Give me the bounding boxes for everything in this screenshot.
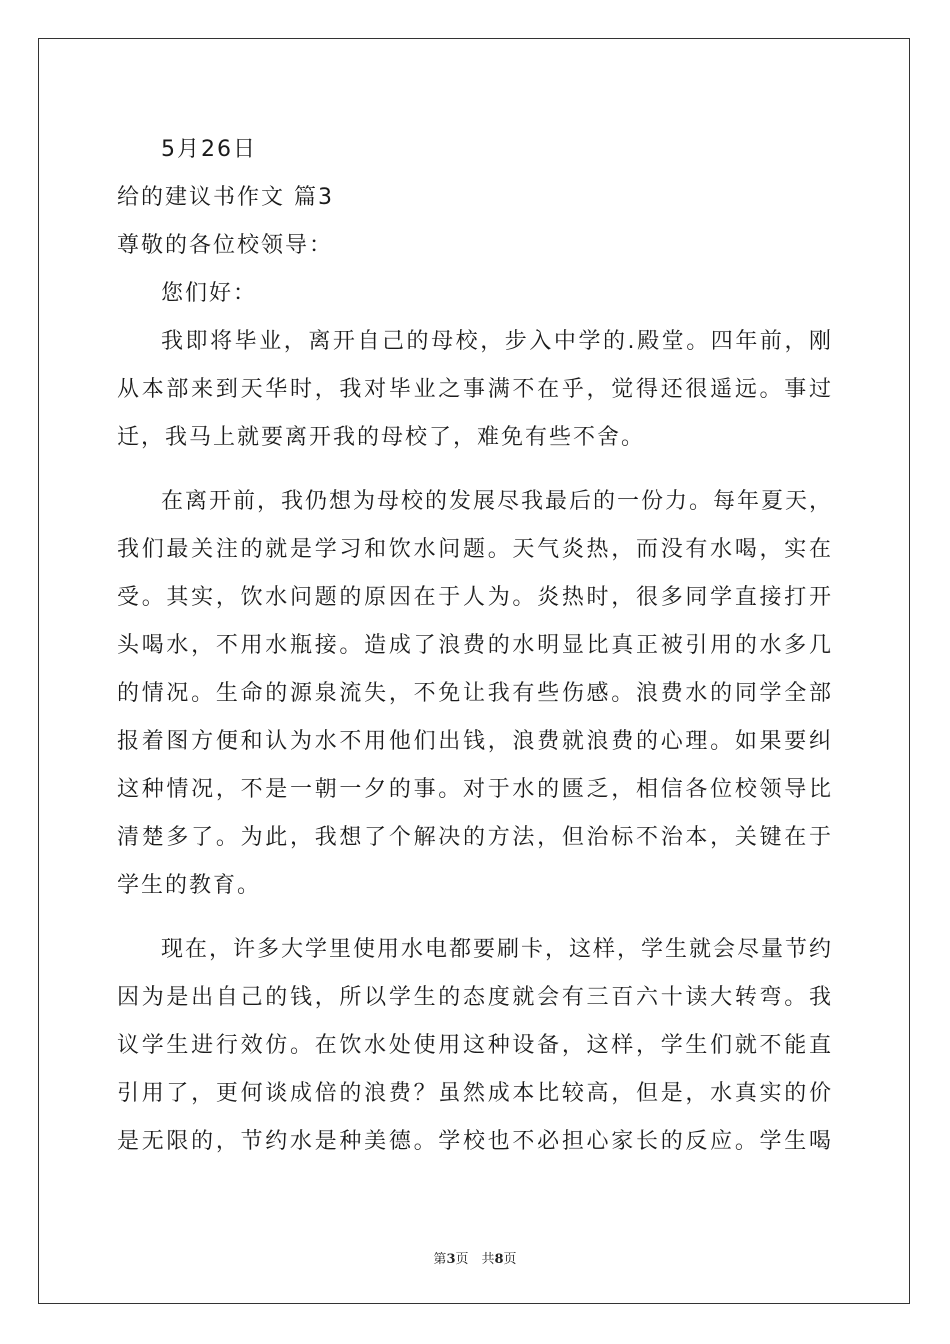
footer-page-number: 3 — [446, 1252, 456, 1267]
footer-suffix: 页 — [503, 1252, 517, 1267]
essay-heading: 给的建议书作文 篇3 — [117, 185, 334, 210]
paragraph-line: 我即将毕业，离开自己的母校，步入中学的.殿堂。四年前，刚 — [161, 329, 833, 354]
footer-prefix: 第 — [433, 1252, 447, 1267]
greeting: 您们好： — [161, 281, 258, 306]
salutation: 尊敬的各位校领导： — [117, 233, 334, 258]
date-line: 5月26日 — [161, 137, 257, 162]
paragraph-line: 是无限的，节约水是种美德。学校也不必担心家长的反应。学生喝 — [117, 1129, 833, 1154]
paragraph-line: 的情况。生命的源泉流失，不免让我有些伤感。浪费水的同学全部 — [117, 681, 833, 706]
paragraph-line: 学生的教育。 — [117, 873, 262, 898]
paragraph-line: 我们最关注的就是学习和饮水问题。天气炎热，而没有水喝，实在 — [117, 537, 833, 562]
paragraph-line: 受。其实，饮水问题的原因在于人为。炎热时，很多同学直接打开 — [117, 585, 833, 610]
footer-mid: 页 共 — [455, 1252, 495, 1267]
document-body — [117, 126, 833, 1166]
paragraph-line: 报着图方便和认为水不用他们出钱，浪费就浪费的心理。如果要纠 — [117, 729, 833, 754]
paragraph-1 — [117, 318, 833, 462]
paragraph-2 — [117, 478, 833, 910]
paragraph-3 — [117, 926, 833, 1166]
paragraph-line: 这种情况，不是一朝一夕的事。对于水的匮乏，相信各位校领导比 — [117, 777, 833, 802]
paragraph-line: 清楚多了。为此，我想了个解决的方法，但治标不治本，关键在于 — [117, 825, 833, 850]
paragraph-line: 从本部来到天华时，我对毕业之事满不在乎，觉得还很遥远。事过 — [117, 377, 833, 402]
paragraph-line: 头喝水，不用水瓶接。造成了浪费的水明显比真正被引用的水多几 — [117, 633, 833, 658]
paragraph-line: 因为是出自己的钱，所以学生的态度就会有三百六十读大转弯。我 — [117, 985, 833, 1010]
paragraph-line: 引用了，更何谈成倍的浪费？虽然成本比较高，但是，水真实的价 — [117, 1081, 833, 1106]
paragraph-line: 现在，许多大学里使用水电都要刷卡，这样，学生就会尽量节约 — [161, 937, 833, 962]
paragraph-line: 议学生进行效仿。在饮水处使用这种设备，这样，学生们就不能直 — [117, 1033, 833, 1058]
footer-total-pages: 8 — [494, 1252, 504, 1267]
paragraph-line: 迁，我马上就要离开我的母校了，难免有些不舍。 — [117, 425, 646, 450]
paragraph-line: 在离开前，我仍想为母校的发展尽我最后的一份力。每年夏天， — [161, 489, 833, 514]
page-footer — [0, 1248, 950, 1267]
